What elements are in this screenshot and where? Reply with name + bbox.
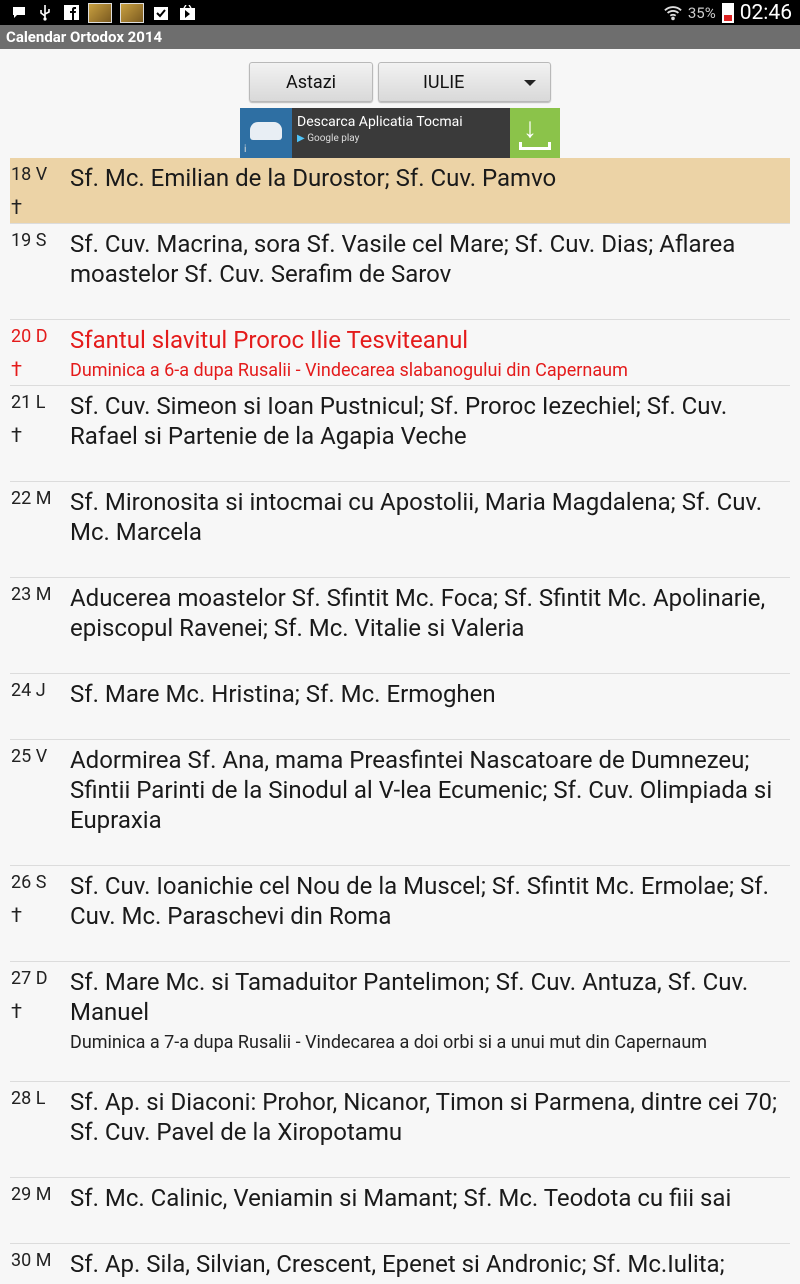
battery-icon: [722, 3, 734, 23]
google-play-icon: ▶: [297, 133, 305, 144]
saints-text: Adormirea Sf. Ana, mama Preasfintei Nascatoare de Dumnezeu; Sfintii Parinti de la Sinodul al V-lea Ecumenic; Sf. Cuv. Olimpiada si Eupraxia: [70, 746, 773, 834]
info-icon[interactable]: i: [244, 144, 247, 155]
ad-banner[interactable]: [240, 108, 560, 158]
day-row[interactable]: [10, 482, 790, 578]
sunday-note: Duminica a 7-a dupa Rusalii - Vindecarea a doi orbi si a unui mut din Capernaum: [70, 1032, 708, 1053]
month-select[interactable]: [378, 62, 551, 102]
app-thumb-icon: [88, 3, 112, 23]
car-icon: [250, 122, 282, 140]
today-button[interactable]: Astazi: [249, 62, 373, 102]
day-row[interactable]: [10, 386, 790, 482]
day-row[interactable]: [10, 224, 790, 320]
download-tray-icon: [519, 142, 551, 150]
saints-text: Aducerea moastelor Sf. Sfintit Mc. Foca; Sf. Sfintit Mc. Apolinarie, episcopul Ravenei; Sf. Mc. Vitalie si Valeria: [70, 584, 766, 642]
day-label: 22 M: [11, 488, 52, 509]
saints-text: Sf. Ap. Sila, Silvian, Crescent, Epenet si Andronic; Sf. Mc.Iulita;: [70, 1250, 725, 1278]
ad-store-label: Google play: [307, 133, 360, 144]
ad-title: Descarca Aplicatia Tocmai: [297, 114, 463, 130]
day-label: 28 L: [11, 1088, 46, 1109]
notification-icons: [0, 3, 196, 23]
wifi-icon: [664, 5, 682, 21]
saints-text: Sf. Mc. Calinic, Veniamin si Mamant; Sf. Mc. Teodota cu fiii sai: [70, 1184, 732, 1212]
ad-store: [297, 133, 510, 144]
day-row[interactable]: [10, 158, 790, 224]
day-label: 26 S: [11, 872, 47, 893]
chevron-down-icon: [524, 80, 536, 86]
app-title: Calendar Ortodox 2014: [0, 25, 800, 49]
day-label: 21 L: [11, 392, 46, 413]
day-row[interactable]: [10, 866, 790, 962]
usb-icon: [36, 5, 54, 21]
saints-text: Sf. Cuv. Ioanichie cel Nou de la Muscel; Sf. Sfintit Mc. Ermolae; Sf. Cuv. Mc. Paraschevi din Roma: [70, 872, 769, 930]
sunday-note: Duminica a 6-a dupa Rusalii - Vindecarea slabanogului din Capernaum: [70, 360, 628, 381]
day-row[interactable]: [10, 1082, 790, 1178]
day-row[interactable]: [10, 674, 790, 740]
day-label: 30 M: [11, 1250, 52, 1271]
clock: 02:46: [739, 0, 792, 25]
day-row[interactable]: [10, 1178, 790, 1244]
cross-icon: †: [11, 423, 23, 447]
day-label: 24 J: [11, 680, 46, 701]
calendar-list[interactable]: [10, 158, 790, 1284]
chat-icon: [10, 5, 28, 21]
day-row[interactable]: [10, 1244, 790, 1284]
day-row[interactable]: [10, 962, 790, 1082]
day-label: 18 V: [11, 164, 48, 185]
saints-text: Sf. Cuv. Macrina, sora Sf. Vasile cel Mare; Sf. Cuv. Dias; Aflarea moastelor Sf. Cuv. Serafim de Sarov: [70, 230, 736, 288]
day-label: 20 D: [11, 326, 48, 347]
day-label: 23 M: [11, 584, 52, 605]
play-store-icon: [178, 5, 196, 21]
day-label: 25 V: [11, 746, 48, 767]
system-icons: [664, 1, 800, 25]
day-label: 19 S: [11, 230, 47, 251]
cross-icon: †: [11, 357, 23, 381]
saints-text: Sf. Mare Mc. si Tamaduitor Pantelimon; Sf. Cuv. Antuza, Sf. Cuv. Manuel: [70, 968, 749, 1026]
cross-icon: †: [11, 195, 23, 219]
saints-text: Sf. Ap. si Diaconi: Prohor, Nicanor, Timon si Parmena, dintre cei 70; Sf. Cuv. Pavel de la Xiropotamu: [70, 1088, 778, 1146]
day-row[interactable]: [10, 578, 790, 674]
app-thumb-icon: [120, 3, 144, 23]
day-label: 29 M: [11, 1184, 52, 1205]
month-value: IULIE: [423, 71, 465, 93]
saints-text: Sf. Mironosita si intocmai cu Apostolii, Maria Magdalena; Sf. Cuv. Mc. Marcela: [70, 488, 763, 546]
download-button[interactable]: [510, 108, 560, 158]
saints-text: Sf. Mc. Emilian de la Durostor; Sf. Cuv. Pamvo: [70, 164, 557, 192]
status-bar: [0, 0, 800, 25]
day-label: 27 D: [11, 968, 48, 989]
saints-text: Sf. Cuv. Simeon si Ioan Pustnicul; Sf. Proroc Iezechiel; Sf. Cuv. Rafael si Partenie de la Agapia Veche: [70, 392, 728, 450]
ad-text: [292, 108, 510, 158]
day-row[interactable]: [10, 740, 790, 866]
ad-app-logo: [240, 108, 292, 158]
cross-icon: †: [11, 903, 23, 927]
battery-percent: 35%: [687, 3, 716, 22]
facebook-icon: [62, 5, 80, 21]
download-icon: ↓: [523, 111, 537, 144]
saints-text: Sfantul slavitul Proroc Ilie Tesviteanul: [70, 326, 469, 354]
cross-icon: †: [11, 999, 23, 1023]
day-row[interactable]: [10, 320, 790, 386]
clipboard-check-icon: [152, 5, 170, 21]
saints-text: Sf. Mare Mc. Hristina; Sf. Mc. Ermoghen: [70, 680, 496, 708]
